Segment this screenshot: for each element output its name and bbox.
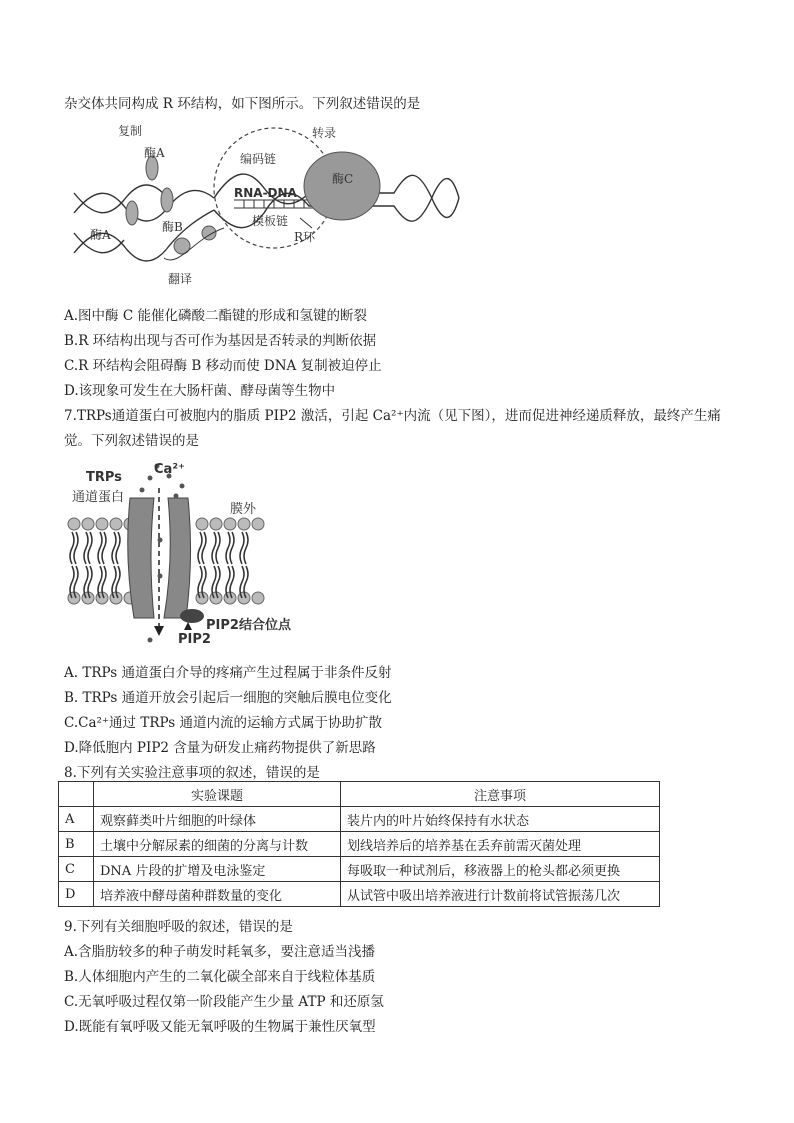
row-letter: B [59,832,94,857]
q7-stem-line2: 觉。下列叙述错误的是 [64,433,199,449]
label-ca: Ca²⁺ [154,462,185,477]
q7-option-c: C.Ca²⁺通过 TRPs 通道内流的运输方式属于协助扩散 [64,715,382,731]
experiment-table [58,781,660,907]
q7-option-d: D.降低胞内 PIP2 含量为研发止痛药物提供了新思路 [64,740,376,756]
header-letter [59,782,94,807]
row-letter: D [59,882,94,907]
q9-option-d: D.既能有氧呼吸又能无氧呼吸的生物属于兼性厌氧型 [64,1019,376,1035]
label-rna-dna: RNA-DNA [234,186,297,200]
q9-stem: 9.下列有关细胞呼吸的叙述，错误的是 [64,919,293,935]
label-channel-protein: 通道蛋白 [72,490,125,505]
row-topic: 培养液中酵母菌种群数量的变化 [94,882,341,907]
label-replication: 复制 [118,124,143,138]
label-outside: 膜外 [230,502,257,517]
q8-stem: 8.下列有关实验注意事项的叙述，错误的是 [64,765,320,781]
q7-stem-line1: 7.TRPs通道蛋白可被胞内的脂质 PIP2 激活，引起 Ca²⁺内流（见下图），进而促进神经递质释放，最终产生痛 [64,408,721,424]
q6-option-c: C.R 环结构会阻碍酶 B 移动而使 DNA 复制被迫停止 [64,358,382,374]
label-template-strand: 模板链 [252,214,289,228]
label-coding-strand: 编码链 [240,152,277,166]
row-topic: DNA 片段的扩增及电泳鉴定 [94,857,341,882]
q6-option-a: A.图中酶 C 能催化磷酸二酯键的形成和氢键的断裂 [64,308,367,324]
label-r-loop: R环 [294,230,316,244]
row-letter: C [59,857,94,882]
q9-option-c: C.无氧呼吸过程仅第一阶段能产生少量 ATP 和还原氢 [64,994,384,1010]
table-header-row [59,782,660,807]
q7-option-a: A. TRPs 通道蛋白介导的疼痛产生过程属于非条件反射 [64,665,392,681]
table-row [59,882,660,907]
row-notes: 装片内的叶片始终保持有水状态 [341,807,660,832]
label-transcription: 转录 [312,126,337,140]
header-topic: 实验课题 [94,782,341,807]
q6-option-b: B.R 环结构出现与否可作为基因是否转录的判断依据 [64,333,377,349]
q6-stem: 杂交体共同构成 R 环结构，如下图所示。下列叙述错误的是 [64,96,421,112]
table-row [59,857,660,882]
row-notes: 每吸取一种试剂后，移液器上的枪头都必须更换 [341,857,660,882]
row-letter: A [59,807,94,832]
r-loop-figure [64,118,464,298]
header-notes: 注意事项 [341,782,660,807]
q9-option-a: A.含脂肪较多的种子萌发时耗氧多，要注意适当浅播 [64,944,376,960]
q9-option-b: B.人体细胞内产生的二氧化碳全部来自于线粒体基质 [64,969,376,985]
label-enzyme-a-bottom: 酶A [90,228,111,242]
table-row [59,807,660,832]
label-trps: TRPs [86,470,122,485]
table-row [59,832,660,857]
label-translation: 翻译 [168,272,193,286]
r-loop-diagram [64,118,464,298]
row-notes: 从试管中吸出培养液进行计数前将试管振荡几次 [341,882,660,907]
row-topic: 土壤中分解尿素的细菌的分离与计数 [94,832,341,857]
label-enzyme-a-top: 酶A [144,146,165,160]
row-topic: 观察藓类叶片细胞的叶绿体 [94,807,341,832]
label-pip2-site: PIP2结合位点 [206,618,291,633]
trps-figure [64,458,324,653]
label-enzyme-c: 酶C [332,172,354,186]
row-notes: 划线培养后的培养基在丢弃前需灭菌处理 [341,832,660,857]
label-pip2: PIP2 [178,632,211,647]
label-enzyme-b: 酶B [162,220,183,234]
q7-option-b: B. TRPs 通道开放会引起后一细胞的突触后膜电位变化 [64,690,392,706]
q6-option-d: D.该现象可发生在大肠杆菌、酵母菌等生物中 [64,383,336,399]
